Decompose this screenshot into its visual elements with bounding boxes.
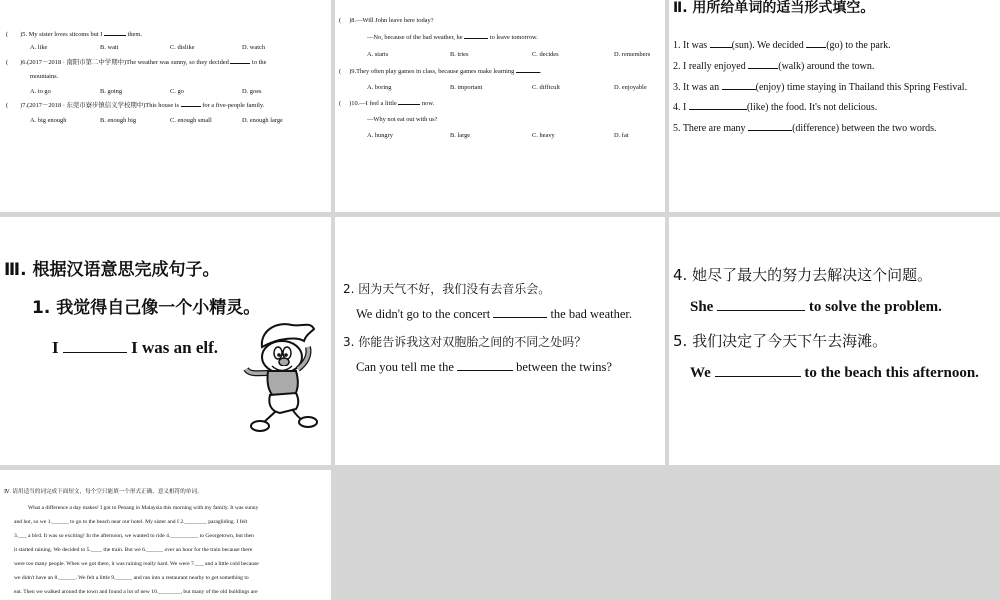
fill-line-4: 4. I (like) the food. It's not delicious. [673, 102, 878, 113]
chinese-sentence-3: 3. 你能告诉我这对双胞胎之间的不同之处吗？ [343, 335, 587, 349]
english-sentence-4: She to solve the problem. [690, 299, 942, 315]
english-sentence-2: We didn't go to the concert the bad weather. [356, 307, 633, 321]
smurf-illustration [240, 317, 326, 432]
question-5-options: A. like B. wait C. dislike D. watch [30, 44, 266, 51]
passage-line-5: were too many people. When we got there, it was raining really hard. We were 7.___ and a little cold because [14, 561, 259, 567]
panel-translate-4-5 [669, 217, 1000, 465]
passage-line-3: 3.___ a bird. It was so exciting! In the afternoon, we wanted to ride 4.__________ to Georgetown, but then [14, 533, 254, 539]
passage-line-2: and hot, so we 1.______ to go to the beach near our hotel. My sister and I 2.________ paragliding. I felt [14, 519, 248, 525]
section-4-heading: Ⅳ. 请用适当的词完成下面短文，每个空只能填一个形式正确、意义相符的单词。 [4, 489, 203, 495]
panel-mcq-5-7 [0, 0, 331, 212]
question-6-options: A. to go B. going C. go D. goes [30, 88, 262, 95]
english-sentence-3: Can you tell me the between the twins? [356, 360, 612, 374]
chinese-sentence-1: 1. 我觉得自己像一个小精灵。 [32, 298, 261, 318]
question-6: ( )6.(2017－2018 · 南阳市第二中学期中)The weather was sunny, so they decided to the [6, 59, 267, 66]
question-6-cont: mountains. [30, 73, 59, 80]
section-2-heading: Ⅱ. 用所给单词的适当形式填空。 [673, 0, 875, 16]
question-9: ( )9.They often play games in class, because games make learning . [339, 68, 542, 75]
section-3-heading: Ⅲ. 根据汉语意思完成句子。 [4, 260, 220, 280]
passage-line-4: it started raining. We decided to 5.____ the train. But we 6.______ over an hour for the train because there [14, 547, 253, 553]
panel-passage-cloze [0, 470, 331, 600]
question-7-options: A. big enough B. enough big C. enough small D. enough large [30, 117, 283, 124]
question-7: ( )7.(2017－2018 · 东莞市寮步镇信义学校期中)This house is for a five-people family. [6, 102, 265, 109]
question-8: ( )8.—Will John leave here today? [339, 17, 434, 24]
panel-mcq-8-10 [335, 0, 665, 212]
english-sentence-1: I I was an elf. [52, 338, 219, 357]
chinese-sentence-2: 2. 因为天气不好，我们没有去音乐会。 [343, 282, 551, 296]
chinese-sentence-5: 5. 我们决定了今天下午去海滩。 [673, 332, 888, 350]
passage-line-1: What a difference a day makes! I got to Penang in Malaysia this morning with my family. It was sunny [28, 505, 259, 511]
panel-translate-1 [0, 217, 331, 465]
question-8-line2: —No, because of the bad weather, he to leave tomorrow. [367, 34, 538, 41]
fill-line-3: 3. It was an (enjoy) time staying in Thailand this Spring Festival. [673, 82, 968, 93]
question-10-line2: —Why not eat out with us? [367, 116, 438, 123]
panel-translate-2-3 [335, 217, 665, 465]
chinese-sentence-4: 4. 她尽了最大的努力去解决这个问题。 [673, 266, 933, 284]
fill-line-2: 2. I really enjoyed (walk) around the town. [673, 61, 875, 72]
question-8-options: A. starts B. tries C. decides D. remembers [367, 51, 651, 58]
fill-line-5: 5. There are many (difference) between the two words. [673, 123, 937, 134]
panel-fill-in-forms [669, 0, 1000, 212]
question-10: ( )10.—I feel a little now. [339, 100, 435, 107]
question-9-options: A. boring B. important C. difficult D. enjoyable [367, 84, 647, 91]
fill-line-1: 1. It was (sun). We decided (go) to the park. [673, 40, 891, 51]
english-sentence-5: We to the beach this afternoon. [690, 365, 979, 381]
question-5: ( )5. My sister loves sitcoms but I them. [6, 31, 142, 38]
question-10-options: A. hungry B. large C. heavy D. fat [367, 132, 629, 139]
passage-line-6: we didn't have an 8.______. We felt a little 9.______ and ran into a restaurant nearby to get something to [14, 575, 249, 581]
passage-line-7: eat. Then we walked around the town and found a lot of new 10.________, but many of the old buildings are [14, 589, 258, 595]
